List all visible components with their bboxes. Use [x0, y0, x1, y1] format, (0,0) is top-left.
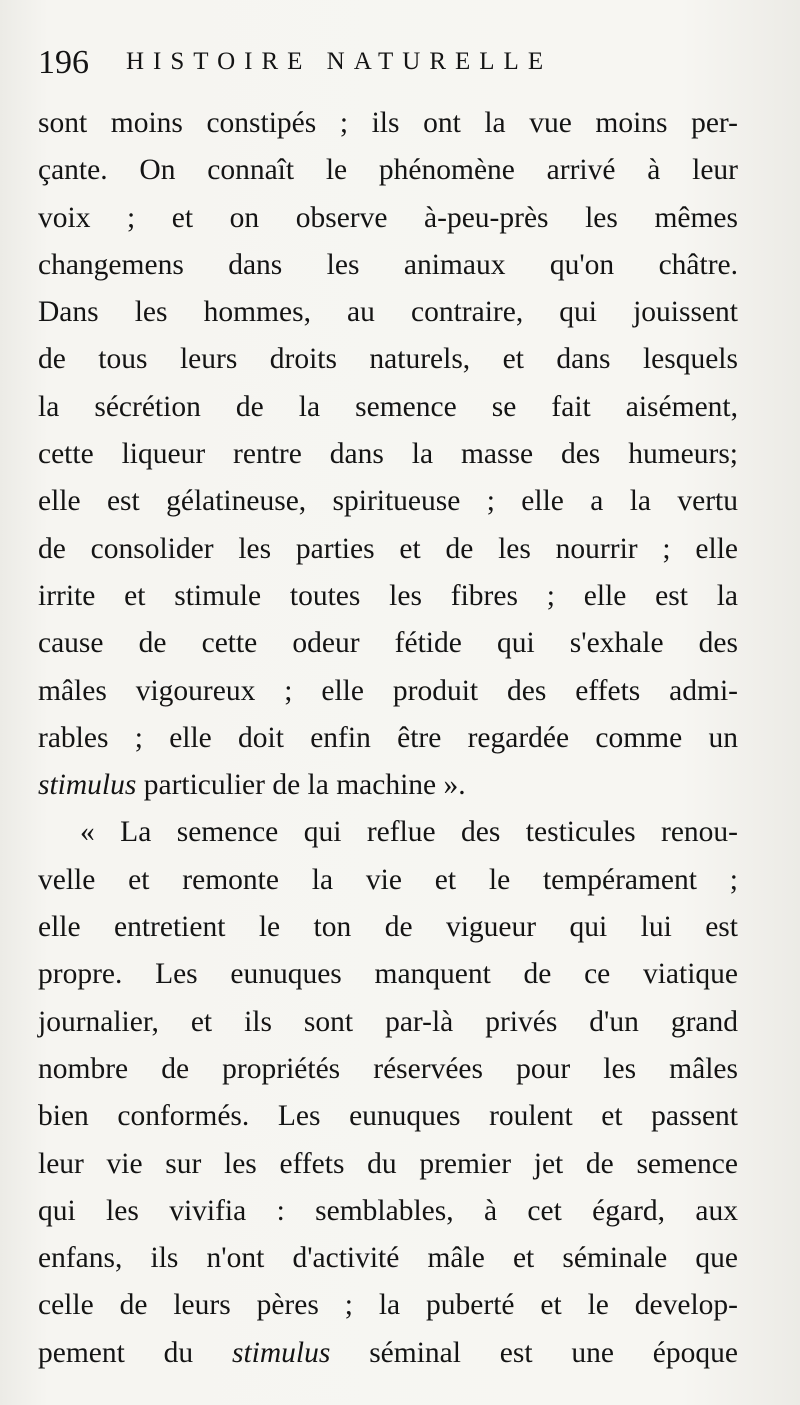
body-text [38, 100, 738, 1377]
text-line: mâles vigoureux ; elle produit des effets admi- [38, 674, 738, 707]
text-line: « La semence qui reflue des testicules renou- [80, 816, 738, 849]
italic-term: stimulus [232, 1336, 331, 1369]
text-fragment: particulier de la machine ». [136, 769, 466, 802]
page-number: 196 [38, 44, 89, 81]
text-line: de tous leurs droits naturels, et dans lesquels [38, 343, 738, 376]
text-line: Dans les hommes, au contraire, qui jouissent [38, 296, 738, 329]
text-line: voix ; et on observe à-peu-près les mêmes [38, 201, 738, 234]
page-header [38, 44, 758, 84]
text-line: sont moins constipés ; ils ont la vue moins per- [38, 107, 738, 139]
text-line: leur vie sur les effets du premier jet de semence [38, 1147, 738, 1180]
text-line [38, 762, 738, 809]
text-fragment: séminal est une époque [330, 1336, 738, 1369]
text-line: cette liqueur rentre dans la masse des humeurs; [38, 438, 738, 471]
text-line: elle entretient le ton de vigueur qui lui est [38, 911, 738, 944]
text-line: elle est gélatineuse, spiritueuse ; elle a la vertu [38, 485, 738, 518]
text-line: changemens dans les animaux qu'on châtre. [38, 248, 738, 281]
text-line: bien conformés. Les eunuques roulent et passent [38, 1100, 738, 1133]
text-line: cause de cette odeur fétide qui s'exhale des [38, 627, 738, 660]
text-line: celle de leurs pères ; la puberté et le develop- [38, 1289, 738, 1322]
text-line: enfans, ils n'ont d'activité mâle et séminale que [38, 1242, 738, 1275]
text-line: propre. Les eunuques manquent de ce viatique [38, 958, 738, 991]
text-line [38, 1330, 738, 1377]
text-line: journalier, et ils sont par-là privés d'un grand [38, 1005, 738, 1038]
text-line: rables ; elle doit enfin être regardée comme un [38, 721, 738, 754]
italic-term: stimulus [38, 769, 137, 802]
text-fragment: pement du [38, 1336, 232, 1369]
text-line: qui les vivifia : semblables, à cet égard, aux [38, 1194, 738, 1227]
text-line: çante. On connaît le phénomène arrivé à leur [38, 154, 738, 187]
text-line: irrite et stimule toutes les fibres ; elle est la [38, 579, 738, 612]
text-line: de consolider les parties et de les nourrir ; elle [38, 532, 738, 565]
running-head: HISTOIRE NATURELLE [126, 48, 553, 75]
text-line: nombre de propriétés réservées pour les mâles [38, 1052, 738, 1085]
text-line: velle et remonte la vie et le tempérament ; [38, 863, 738, 896]
text-line: la sécrétion de la semence se fait aisément, [38, 390, 738, 423]
